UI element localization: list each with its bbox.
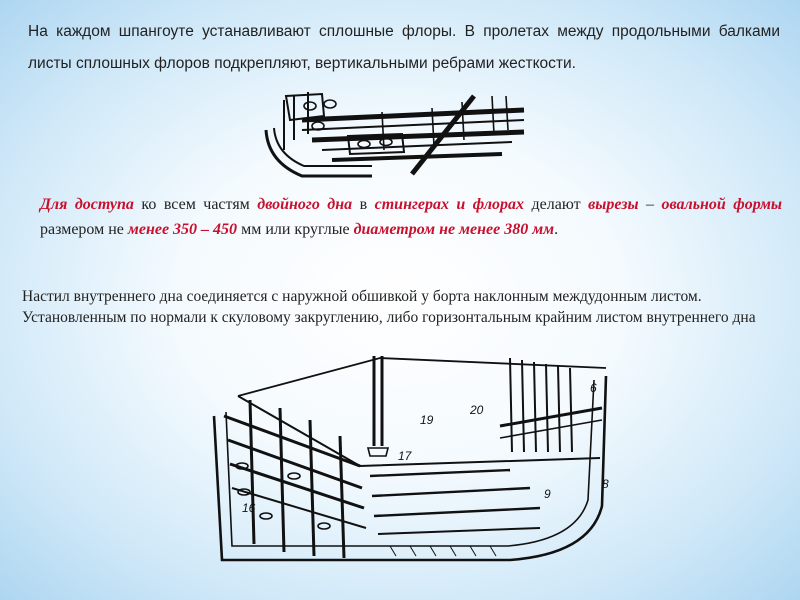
text-emphasis: стингерах и флорах	[374, 196, 525, 213]
paragraph-floors: На каждом шпангоуте устанавливают сплошные флоры. В пролетах между продольными балками листы сплошных флоров подкрепляют, вертикальными ребрами жесткости.	[28, 23, 780, 72]
label-6: 6	[590, 381, 597, 395]
text-emphasis: диаметром не менее 380 мм	[353, 221, 555, 238]
label-17: 17	[398, 449, 412, 463]
text-emphasis: менее 350 – 450	[127, 221, 238, 238]
text-plain: в	[352, 196, 375, 213]
double-bottom-perspective-figure	[210, 356, 614, 578]
text-plain: делают	[524, 196, 589, 213]
double-bottom-section-figure	[262, 90, 532, 182]
label-9: 9	[544, 487, 551, 501]
text-plain: ко всем частям	[133, 196, 258, 213]
text-plain: размером не	[40, 221, 128, 238]
label-8: 8	[602, 477, 609, 491]
label-19: 19	[420, 413, 434, 427]
label-16: 16	[242, 501, 256, 515]
text-plain: –	[638, 196, 662, 213]
double-bottom-section-drawing	[262, 90, 532, 182]
double-bottom-perspective-drawing	[210, 356, 614, 578]
text-plain: мм или круглые	[237, 221, 354, 238]
text-emphasis: Для доступа	[40, 196, 134, 213]
paragraph-access-cutouts	[40, 192, 782, 242]
text-emphasis: вырезы	[588, 196, 639, 213]
label-20: 20	[470, 403, 484, 417]
text-emphasis: двойного дна	[257, 196, 353, 213]
text-emphasis: овальной формы	[661, 196, 783, 213]
text-plain: .	[554, 221, 559, 238]
paragraph-inner-bottom: Настил внутреннего дна соединяется с наружной обшивкой у борта наклонным междудонным листом. Установленным по нормали к скуловому закруглению, либо горизонтальным крайним листом внутреннего дна	[22, 288, 756, 326]
